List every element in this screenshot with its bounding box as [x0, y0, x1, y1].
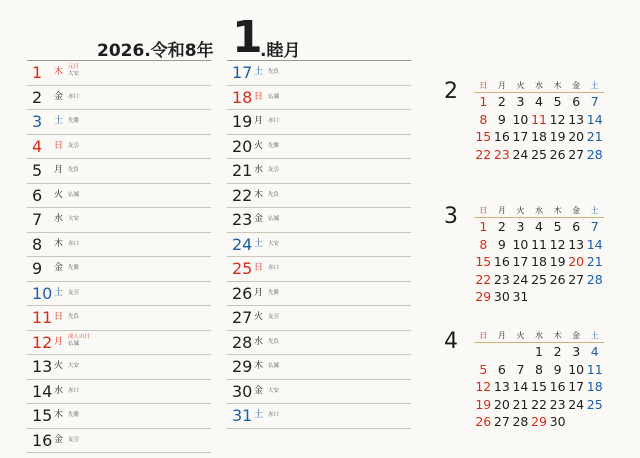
mini-day: 18	[586, 379, 603, 394]
mini-day: 16	[493, 129, 510, 144]
rokuyo-label: 先勝	[68, 118, 80, 124]
mini-day: 25	[531, 271, 547, 287]
week-row	[474, 128, 604, 146]
mini-day: 2	[497, 219, 506, 234]
weekday-label: 水	[535, 81, 544, 90]
mini-day: 8	[479, 111, 488, 127]
day-row	[27, 306, 211, 331]
week-row	[474, 93, 604, 111]
mini-day: 25	[586, 396, 603, 412]
mini-day: 15	[531, 379, 547, 394]
weekday-label: 金	[572, 206, 581, 215]
day-row	[227, 86, 411, 111]
rokuyo-label: 先負	[268, 69, 280, 75]
rokuyo-label: 友引	[268, 314, 280, 320]
day-row	[27, 110, 211, 135]
day-number: 9	[32, 259, 43, 278]
mini-day: 2	[553, 344, 562, 359]
weekday-label: 木	[553, 81, 562, 90]
year-label: 2026.令和8年	[97, 41, 214, 61]
mini-day: 22	[531, 396, 547, 412]
mini-day: 23	[493, 146, 510, 162]
mini-day: 16	[549, 379, 566, 394]
mini-day: 13	[568, 236, 585, 252]
rokuyo-label: 先勝	[68, 265, 80, 271]
day-list-right	[227, 60, 411, 429]
rokuyo-label: 赤口	[268, 118, 280, 124]
day-number: 13	[32, 357, 53, 376]
mini-day: 10	[512, 236, 529, 252]
mini-day: 27	[568, 146, 585, 162]
day-row	[227, 208, 411, 233]
day-row	[27, 208, 211, 233]
weekday-label: 日	[479, 331, 488, 340]
rokuyo-label: 仏滅	[268, 93, 280, 100]
mini-day: 5	[553, 219, 562, 234]
mini-month-grid	[474, 80, 604, 163]
weekday-label: 土	[590, 81, 599, 90]
day-weekday: 土	[254, 67, 264, 77]
mini-day: 26	[549, 146, 566, 162]
mini-day	[548, 288, 567, 306]
mini-day: 29	[531, 414, 547, 429]
day-weekday: 火	[254, 312, 264, 322]
day-weekday: 金	[254, 214, 264, 224]
rokuyo-label: 仏滅	[268, 363, 280, 369]
rokuyo-label: 先負	[68, 167, 80, 173]
mini-day: 28	[512, 414, 529, 429]
mini-day: 19	[475, 396, 492, 412]
mini-day: 19	[549, 129, 566, 144]
mini-day: 7	[590, 219, 599, 234]
rokuyo-label: 仏滅	[68, 340, 80, 347]
mini-day: 20	[493, 396, 510, 412]
mini-day: 8	[535, 361, 543, 377]
mini-day: 7	[516, 361, 525, 377]
day-row	[27, 404, 211, 429]
day-row	[227, 355, 411, 380]
rokuyo-label: 先負	[268, 191, 280, 198]
day-weekday: 月	[254, 287, 264, 298]
day-weekday: 土	[254, 410, 264, 420]
mini-day: 1	[479, 94, 488, 109]
day-row	[27, 184, 211, 209]
day-number: 10	[32, 283, 53, 303]
week-row	[474, 271, 604, 289]
mini-day: 4	[535, 219, 543, 234]
mini-day	[530, 288, 549, 306]
weekday-label: 月	[497, 206, 506, 215]
mini-day: 23	[493, 271, 510, 287]
day-number: 30	[232, 381, 253, 401]
mini-day: 2	[497, 94, 506, 109]
mini-day: 11	[531, 111, 547, 127]
mini-day: 25	[531, 146, 547, 162]
weekday-header	[474, 205, 604, 218]
mini-day: 30	[549, 414, 566, 429]
mini-day: 31	[512, 289, 529, 304]
day-weekday: 金	[254, 385, 264, 396]
day-weekday: 木	[254, 189, 264, 200]
day-weekday: 水	[254, 165, 264, 175]
rokuyo-label: 大安	[68, 363, 80, 369]
weekday-label: 土	[590, 331, 599, 340]
mini-day: 22	[475, 271, 492, 287]
mini-month-grid	[474, 330, 604, 431]
rokuyo-label: 赤口	[68, 93, 80, 100]
day-number: 27	[232, 308, 253, 327]
day-row	[227, 282, 411, 307]
rokuyo-label: 先負	[68, 314, 80, 320]
day-number: 3	[32, 112, 43, 131]
mini-day: 3	[516, 219, 525, 234]
mini-day	[567, 288, 586, 306]
rokuyo-label: 赤口	[268, 412, 280, 418]
day-weekday: 水	[54, 214, 64, 224]
rokuyo-label: 大安	[268, 387, 280, 394]
mini-day	[567, 413, 586, 431]
rokuyo-label: 大安	[268, 240, 280, 247]
day-number: 2	[32, 87, 43, 107]
mini-month-number: 3	[444, 204, 458, 229]
day-number: 24	[232, 234, 253, 254]
month-number: 1	[232, 12, 263, 63]
weekday-label: 土	[590, 206, 599, 215]
mini-day: 24	[512, 271, 529, 287]
weekday-label: 金	[572, 331, 581, 340]
mini-day: 9	[553, 361, 562, 377]
day-row	[227, 184, 411, 209]
mini-month-number: 2	[444, 79, 458, 104]
day-row	[227, 110, 411, 135]
mini-day: 24	[512, 146, 529, 162]
weekday-label: 月	[497, 331, 506, 340]
day-weekday: 金	[54, 91, 64, 102]
weekday-label: 木	[553, 206, 562, 215]
rokuyo-label: 大安	[68, 216, 80, 222]
mini-day: 24	[568, 396, 585, 412]
mini-day: 4	[590, 344, 599, 359]
day-row	[27, 159, 211, 184]
mini-day: 18	[531, 129, 547, 144]
weekday-label: 月	[497, 81, 506, 90]
day-number: 11	[32, 308, 53, 327]
mini-day: 1	[535, 344, 543, 359]
rokuyo-label: 友引	[68, 289, 80, 296]
day-weekday: 木	[54, 410, 64, 420]
day-number: 17	[232, 63, 253, 82]
day-weekday: 金	[54, 434, 64, 445]
mini-day: 8	[479, 236, 488, 252]
week-row	[474, 111, 604, 129]
day-weekday: 水	[54, 385, 64, 396]
day-row	[227, 159, 411, 184]
mini-day: 14	[586, 236, 603, 252]
day-weekday: 日	[254, 263, 264, 273]
day-number: 28	[232, 332, 253, 352]
weekday-header	[474, 330, 604, 343]
mini-day: 12	[475, 379, 492, 394]
mini-day: 3	[516, 94, 525, 109]
day-row	[27, 429, 211, 454]
weekday-label: 火	[516, 81, 525, 90]
day-row	[27, 60, 211, 86]
mini-day: 22	[475, 146, 492, 162]
weekday-label: 金	[572, 81, 581, 90]
day-weekday: 日	[54, 312, 64, 322]
day-row	[227, 331, 411, 356]
mini-day: 10	[512, 111, 529, 127]
rokuyo-label: 仏滅	[268, 216, 280, 222]
mini-day: 9	[497, 111, 506, 127]
day-number: 5	[32, 161, 43, 180]
rokuyo-label: 赤口	[268, 265, 280, 271]
mini-month-grid	[474, 205, 604, 306]
mini-day: 18	[531, 254, 547, 269]
week-row	[474, 253, 604, 271]
day-number: 16	[32, 430, 53, 450]
day-row	[227, 404, 411, 429]
day-weekday: 水	[254, 336, 264, 347]
mini-day: 9	[497, 236, 506, 252]
day-number: 4	[32, 136, 43, 156]
holiday-name: 成人の日	[68, 333, 91, 340]
mini-day: 17	[512, 254, 529, 269]
mini-day	[511, 343, 530, 361]
mini-day: 26	[549, 271, 566, 287]
mini-day	[493, 343, 512, 361]
day-weekday: 日	[254, 91, 264, 102]
week-row	[474, 343, 604, 361]
mini-day	[474, 343, 493, 361]
rokuyo-label: 先負	[268, 338, 280, 345]
rokuyo-label: 友引	[68, 142, 80, 149]
day-row	[27, 355, 211, 380]
day-weekday: 金	[54, 263, 64, 273]
mini-day: 12	[549, 111, 566, 127]
day-number: 25	[232, 259, 253, 278]
mini-day: 26	[475, 414, 492, 429]
rokuyo-label: 先勝	[268, 289, 280, 296]
day-number: 29	[232, 357, 253, 376]
mini-day: 15	[475, 129, 492, 144]
day-row	[227, 135, 411, 160]
day-number: 20	[232, 136, 253, 156]
mini-day: 30	[493, 289, 510, 304]
mini-day: 6	[497, 361, 506, 377]
day-number: 19	[232, 112, 253, 131]
weekday-label: 日	[479, 206, 488, 215]
mini-day: 19	[549, 254, 566, 269]
day-number: 15	[32, 406, 53, 425]
holiday-name: 元日	[68, 64, 80, 70]
mini-day: 1	[479, 219, 488, 234]
mini-day: 14	[586, 111, 603, 127]
day-number: 6	[32, 185, 43, 205]
mini-day: 17	[512, 129, 529, 144]
mini-day: 13	[493, 379, 510, 394]
day-row	[227, 380, 411, 405]
mini-day: 23	[549, 396, 566, 412]
week-row	[474, 218, 604, 236]
rokuyo-label: 赤口	[68, 240, 80, 247]
day-number: 7	[32, 210, 43, 229]
mini-day: 6	[572, 219, 581, 234]
mini-day: 5	[553, 94, 562, 109]
day-weekday: 火	[54, 189, 64, 200]
day-number: 21	[232, 161, 253, 180]
mini-day: 17	[568, 379, 585, 394]
day-weekday: 土	[54, 116, 64, 126]
day-row	[227, 257, 411, 282]
mini-day: 27	[568, 271, 585, 287]
weekday-label: 火	[516, 331, 525, 340]
day-number: 31	[232, 406, 253, 425]
day-weekday: 木	[54, 238, 64, 249]
day-weekday: 木	[254, 361, 264, 371]
rokuyo-label: 先勝	[268, 142, 280, 149]
rokuyo-label: 友引	[68, 436, 80, 443]
day-row	[27, 135, 211, 160]
weekday-label: 日	[479, 81, 488, 90]
day-row	[227, 60, 411, 86]
week-row	[474, 413, 604, 431]
day-number: 14	[32, 381, 53, 401]
day-row	[27, 233, 211, 258]
weekday-label: 水	[535, 206, 544, 215]
mini-day: 7	[590, 94, 599, 109]
week-row	[474, 378, 604, 396]
mini-day: 5	[479, 361, 488, 377]
weekday-header	[474, 80, 604, 93]
mini-day: 28	[586, 146, 603, 162]
day-number: 1	[32, 63, 43, 82]
weekday-label: 水	[535, 331, 544, 340]
mini-day: 20	[568, 254, 585, 269]
day-row	[27, 331, 211, 356]
week-row	[474, 396, 604, 414]
mini-day: 12	[549, 236, 566, 252]
mini-day: 28	[586, 271, 603, 287]
week-row	[474, 288, 604, 306]
mini-day: 14	[512, 379, 529, 394]
mini-day: 13	[568, 111, 585, 127]
day-row	[27, 86, 211, 111]
day-weekday: 土	[254, 238, 264, 249]
day-row	[27, 257, 211, 282]
week-row	[474, 236, 604, 254]
mini-day: 11	[531, 236, 547, 252]
rokuyo-label: 仏滅	[68, 191, 80, 198]
day-weekday: 火	[254, 140, 264, 151]
mini-day: 11	[586, 361, 603, 377]
mini-day: 16	[493, 254, 510, 269]
day-row	[27, 380, 211, 405]
day-row	[227, 306, 411, 331]
mini-day: 3	[572, 344, 581, 359]
day-weekday: 月	[54, 165, 64, 175]
rokuyo-label: 先勝	[68, 412, 80, 418]
mini-month-number: 4	[444, 329, 458, 354]
mini-day: 15	[475, 254, 492, 269]
mini-day: 20	[568, 129, 585, 144]
day-number: 26	[232, 283, 253, 303]
weekday-label: 木	[553, 331, 562, 340]
mini-day	[585, 288, 604, 306]
rokuyo-label: 大安	[68, 71, 80, 77]
day-weekday: 火	[54, 361, 64, 371]
month-name: .睦月	[260, 41, 301, 61]
day-row	[227, 233, 411, 258]
mini-day: 27	[493, 414, 510, 429]
calendar-header	[0, 8, 640, 63]
mini-day: 4	[535, 94, 543, 109]
week-row	[474, 361, 604, 379]
day-list-left	[27, 60, 211, 453]
mini-day: 29	[475, 289, 492, 304]
weekday-label: 火	[516, 206, 525, 215]
day-weekday: 木	[54, 67, 64, 77]
mini-day: 21	[512, 396, 529, 412]
day-weekday: 月	[54, 336, 64, 347]
day-number: 12	[32, 332, 53, 352]
rokuyo-label: 赤口	[68, 387, 80, 394]
rokuyo-label: 友引	[268, 167, 280, 173]
day-weekday: 日	[54, 140, 64, 151]
day-row	[27, 282, 211, 307]
day-weekday: 土	[54, 287, 64, 298]
day-number: 18	[232, 87, 253, 107]
mini-day: 6	[572, 94, 581, 109]
mini-day: 21	[586, 129, 603, 144]
mini-day: 10	[568, 361, 585, 377]
day-number: 22	[232, 185, 253, 205]
day-number: 23	[232, 210, 253, 229]
day-number: 8	[32, 234, 43, 254]
mini-day: 21	[586, 254, 603, 269]
mini-day	[585, 413, 604, 431]
day-weekday: 月	[254, 116, 264, 126]
week-row	[474, 146, 604, 164]
